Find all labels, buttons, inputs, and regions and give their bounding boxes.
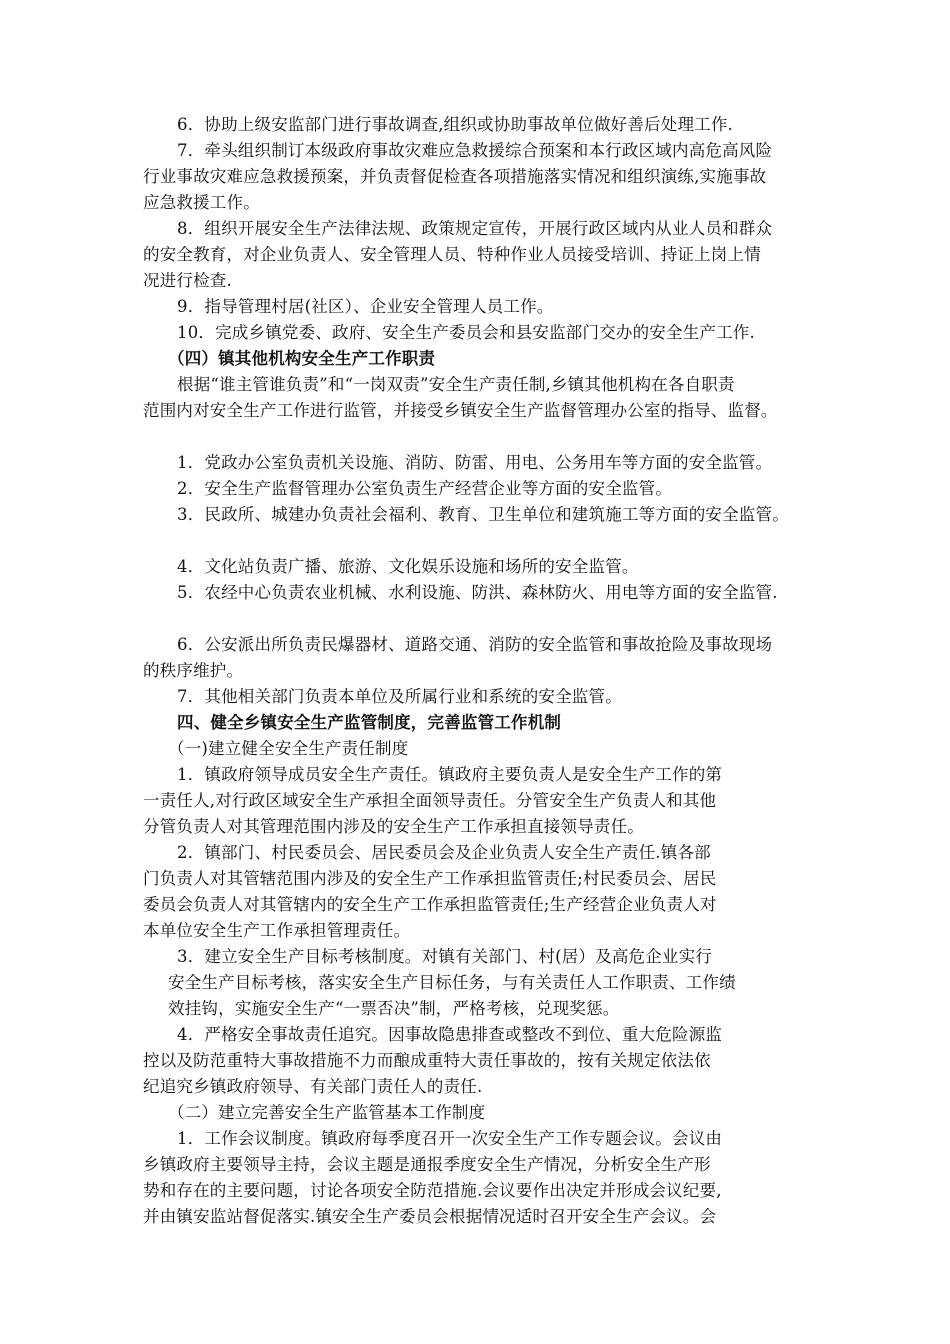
paragraph-line: 10．完成乡镇党委、政府、安全生产委员会和县安监部门交办的安全生产工作.: [177, 323, 755, 342]
paragraph-line: 4．文化站负责广播、旅游、文化娱乐设施和场所的安全监管。: [177, 557, 639, 576]
paragraph-line: 7．其他相关部门负责本单位及所属行业和系统的安全监管。: [177, 687, 622, 706]
paragraph-line: 门负责人对其管辖范围内涉及的安全生产工作承担监管责任;村民委员会、居民: [143, 869, 717, 888]
subsection-heading: （二）建立完善安全生产监管基本工作制度: [168, 1103, 486, 1122]
document-page: [143, 112, 813, 1230]
paragraph-line: 9．指导管理村居(社区）、企业安全管理人员工作。: [177, 297, 554, 316]
paragraph-line: 1．党政办公室负责机关设施、消防、防雷、用电、公务用车等方面的安全监管。: [177, 453, 773, 472]
paragraph-line: 乡镇政府主要领导主持，会议主题是通报季度安全生产情况，分析安全生产形: [143, 1155, 711, 1174]
paragraph-line: 势和存在的主要问题，讨论各项安全防范措施.会议要作出决定并形成会议纪要,: [143, 1181, 722, 1200]
paragraph-line: 6．协助上级安监部门进行事故调查,组织或协助事故单位做好善后处理工作.: [177, 115, 733, 134]
paragraph-line: 3．民政所、城建办负责社会福利、教育、卫生单位和建筑施工等方面的安全监管。: [177, 505, 789, 524]
paragraph-line: 分管负责人对其管理范围内涉及的安全生产工作承担直接领导责任。: [143, 817, 644, 836]
paragraph-line: 8．组织开展安全生产法律法规、政策规定宣传，开展行政区域内从业人员和群众: [177, 219, 773, 238]
chapter-heading: 四、健全乡镇安全生产监管制度，完善监管工作机制: [177, 713, 562, 732]
paragraph-line: 行业事故灾难应急救援预案，并负责督促检查各项措施落实情况和组织演练,实施事故: [143, 167, 767, 186]
paragraph-line: 1．镇政府领导成员安全生产责任。镇政府主要负责人是安全生产工作的第: [177, 765, 723, 784]
blank-line: [143, 606, 813, 632]
paragraph-line: 效挂钩，实施安全生产“一票否决”制，严格考核，兑现奖惩。: [168, 999, 620, 1018]
paragraph-line: 6．公安派出所负责民爆器材、道路交通、消防的安全监管和事故抢险及事故现场: [177, 635, 773, 654]
paragraph-line: 本单位安全生产工作承担管理责任。: [143, 921, 411, 940]
paragraph-line: 控以及防范重特大事故措施不力而酿成重特大责任事故的，按有关规定依法依: [143, 1051, 711, 1070]
paragraph-line: 的安全教育，对企业负责人、安全管理人员、特种作业人员接受培训、持证上岗上情: [143, 245, 761, 264]
blank-line: [143, 424, 813, 450]
paragraph-line: 5．农经中心负责农业机械、水利设施、防洪、森林防火、用电等方面的安全监管.: [177, 583, 778, 602]
paragraph-line: 根据“谁主管谁负责”和“一岗双责”安全生产责任制,乡镇其他机构在各自职责: [177, 375, 735, 394]
paragraph-line: 1．工作会议制度。镇政府每季度召开一次安全生产工作专题会议。会议由: [177, 1129, 723, 1148]
paragraph-line: 3．建立安全生产目标考核制度。对镇有关部门、村(居）及高危企业实行: [177, 947, 713, 966]
paragraph-line: 2．安全生产监督管理办公室负责生产经营企业等方面的安全监管。: [177, 479, 672, 498]
section-heading: （四）镇其他机构安全生产工作职责: [168, 349, 436, 368]
paragraph-line: 并由镇安监站督促落实.镇安全生产委员会根据情况适时召开安全生产会议。会: [143, 1207, 717, 1226]
paragraph-line: 纪追究乡镇政府领导、有关部门责任人的责任.: [143, 1077, 483, 1096]
paragraph-line: 2．镇部门、村民委员会、居民委员会及企业负责人安全生产责任.镇各部: [177, 843, 711, 862]
paragraph-line: 4．严格安全事故责任追究。因事故隐患排查或整改不到位、重大危险源监: [177, 1025, 723, 1044]
paragraph-line: 委员会负责人对其管辖内的安全生产工作承担监管责任;生产经营企业负责人对: [143, 895, 717, 914]
paragraph-line: 应急救援工作。: [143, 193, 260, 212]
subsection-heading: （一)建立健全安全生产责任制度: [168, 739, 409, 758]
paragraph-line: 的秩序维护。: [143, 661, 244, 680]
paragraph-line: 7．牵头组织制订本级政府事故灾难应急救援综合预案和本行政区域内高危高风险: [177, 141, 773, 160]
paragraph-line: 范围内对安全生产工作进行监管，并接受乡镇安全生产监督管理办公室的指导、监督。: [143, 401, 778, 420]
paragraph-line: 况进行检查.: [143, 271, 232, 290]
blank-line: [143, 528, 813, 554]
paragraph-line: 一责任人,对行政区域安全生产承担全面领导责任。分管安全生产负责人和其他: [143, 791, 717, 810]
paragraph-line: 安全生产目标考核，落实安全生产目标任务，与有关责任人工作职责、工作绩: [168, 973, 736, 992]
